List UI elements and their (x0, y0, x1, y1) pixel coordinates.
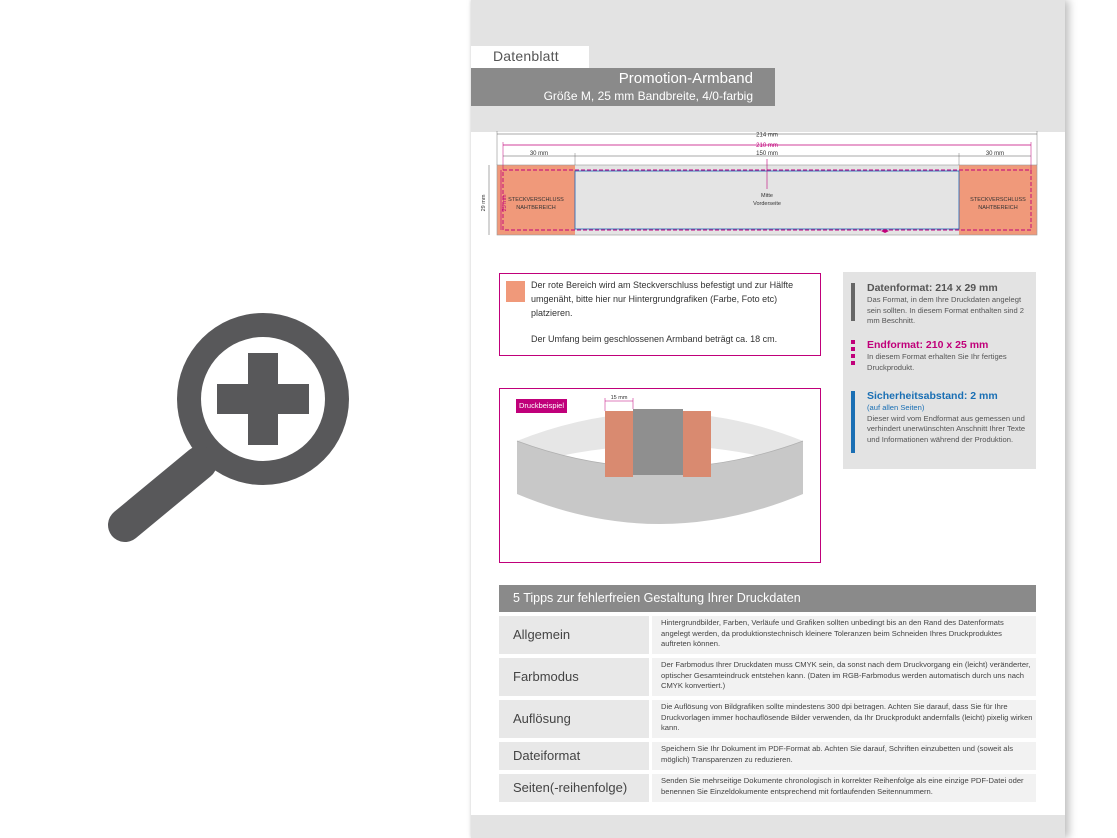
center-line2: Vorderseite (753, 201, 781, 207)
tip-label: Auflösung (513, 711, 571, 726)
endformat-text: In diesem Format erhalten Sie Ihr fertiges Druckprodukt. (867, 352, 1007, 372)
clasp-info-text: Der rote Bereich wird am Steckverschluss befestigt und zur Hälfte umgenäht, bitte hier nur Hintergrundgrafiken (Farbe, Foto etc) platzieren. (531, 280, 794, 318)
bracelet-layout-diagram (477, 125, 1047, 240)
title-band (471, 68, 775, 106)
red-area-swatch (506, 281, 525, 302)
tip-row (499, 616, 1036, 654)
height-outer-label: 29 mm (481, 194, 487, 212)
sicherheit-note: (auf allen Seiten) (867, 403, 925, 412)
datasheet-page (471, 0, 1065, 838)
endformat-block (851, 339, 1031, 373)
left-zone-line2: NAHTBEREICH (516, 205, 556, 211)
tip-text: Speichern Sie Ihr Dokument im PDF-Format ab. Achten Sie darauf, Schriften einzubetten und (soweit als möglich) Transparenzen zu reduzieren. (661, 744, 1014, 764)
footer-background (471, 815, 1065, 838)
tip-label: Seiten(-reihenfolge) (513, 780, 628, 795)
dim-total-label: 214 mm (756, 132, 778, 139)
print-example-box (499, 388, 821, 563)
tips-table (499, 585, 1036, 802)
height-inner-label: 25 mm (502, 194, 508, 212)
circumference-text: Der Umfang beim geschlossenen Armband beträgt ca. 18 cm. (531, 334, 778, 344)
tip-row (499, 658, 1036, 696)
bracelet-illustration (500, 389, 820, 562)
clasp-info-box (499, 273, 821, 356)
tip-label: Farbmodus (513, 669, 579, 684)
example-dim-label: 15 mm (610, 395, 628, 401)
tip-row (499, 742, 1036, 770)
right-zone-line1: STECKVERSCHLUSS (970, 197, 1026, 203)
tip-text: Die Auflösung von Bildgrafiken sollte mindestens 300 dpi betragen. Achten Sie darauf, dass Sie für Ihre Druckvorlagen immer hochauflösende Bilder verwenden, da Ihr Druckprodukt andernfalls (leicht) pixelig wirken kann. (661, 702, 1033, 733)
zoom-in-icon[interactable] (100, 290, 370, 560)
right-zone-line2: NAHTBEREICH (978, 205, 1018, 211)
endformat-title: Endformat: 210 x 25 mm (867, 339, 989, 351)
sicherheit-title: Sicherheitsabstand: 2 mm (867, 390, 998, 402)
left-zone-line1: STECKVERSCHLUSS (508, 197, 564, 203)
sicherheit-block (851, 390, 1031, 445)
tip-label: Allgemein (513, 627, 571, 642)
page-title: Promotion-Armband (618, 70, 753, 87)
page-subtitle: Größe M, 25 mm Bandbreite, 4/0-farbig (543, 89, 753, 103)
dim-left-label: 30 mm (529, 151, 549, 157)
dim-right-label: 30 mm (985, 151, 1005, 157)
datenformat-text: Das Format, in dem Ihre Druckdaten angelegt sein sollten. In diesem Format enthalten sind 2 mm Beschnitt. (867, 295, 1025, 325)
tip-text: Der Farbmodus Ihrer Druckdaten muss CMYK sein, da sonst nach dem Druckvorgang ein (leicht) veränderter, optischer Gesamteindruck entstehen kann. (Daten im RGB-Farbmodus werden automatisch durch uns nach CMYK konvertiert.) (661, 660, 1031, 691)
tip-text: Senden Sie mehrseitige Dokumente chronologisch in korrekter Reihenfolge als eine einzige PDF-Datei oder benennen Sie Einzeldokumente entsprechend mit fortlaufenden Seitennummern. (661, 776, 1024, 796)
tip-text: Hintergrundbilder, Farben, Verläufe und Grafiken sollten unbedingt bis an den Rand des Datenformats angelegt werden, da produktionstechnisch kleinere Toleranzen beim Schneiden Ihres Druckproduktes auftreten können. (661, 618, 1004, 649)
format-info-box (843, 272, 1036, 469)
tip-row (499, 774, 1036, 802)
datenformat-block (851, 282, 1031, 327)
datenformat-title: Datenformat: 214 x 29 mm (867, 282, 998, 294)
print-example-label: Druckbeispiel (516, 399, 567, 413)
center-line1: Mitte (761, 193, 773, 199)
sicherheit-text: Dieser wird vom Endformat aus gemessen und verhindert unerwünschten Anschnitt Ihrer Texte und Informationen während der Produktion. (867, 413, 1026, 444)
tips-header: 5 Tipps zur fehlerfreien Gestaltung Ihrer Druckdaten (499, 585, 1036, 612)
dim-center-label: 150 mm (756, 151, 778, 157)
tip-row (499, 700, 1036, 738)
tip-label: Dateiformat (513, 748, 581, 763)
datasheet-tab: Datenblatt (471, 46, 589, 68)
dim-final-label: 210 mm (756, 143, 778, 149)
